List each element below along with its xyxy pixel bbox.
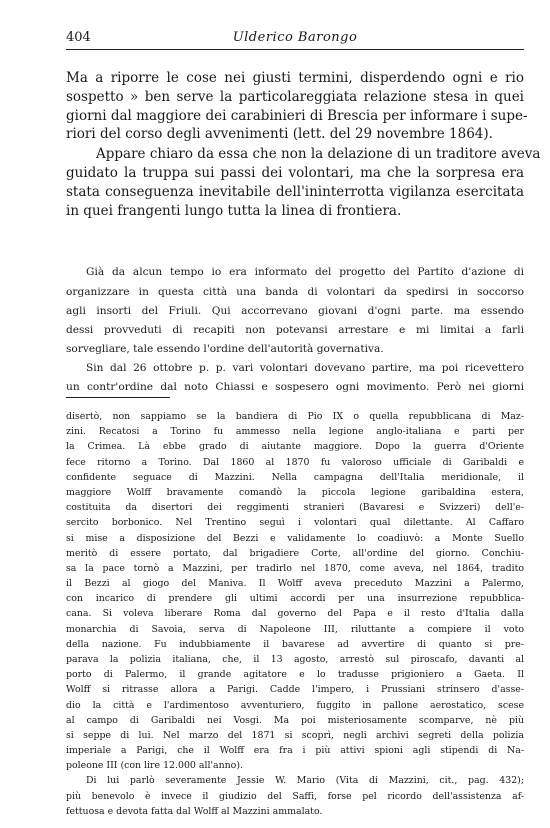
footnote-line: sercito borbonico. Nel Trentino seguì i volontari qual dilettante. Al Caffaro: [66, 517, 524, 529]
footnote-line: disertò, non sappiamo se la bandiera di Pio IX o quella repubblicana di Maz-: [66, 411, 524, 422]
footnote-line: monarchia di Savoia, serva di Napoleone III, riluttante a compiere il voto: [66, 623, 524, 635]
footnote-line: al campo di Garibaldi nei Vosgi. Ma poi misteriosamente scomparve, nè più: [66, 714, 524, 726]
quote-line: Appare chiaro da essa che non la delazione di un traditore aveva: [96, 146, 541, 162]
report-line: Già da alcun tempo io era informato del progetto del Partito d'azione di: [86, 266, 524, 278]
report-line: un contr'ordine dal noto Chiassi e sospesero ogni movimento. Però nei giorni: [66, 381, 524, 393]
footnote-line: porto di Palermo, il grande agitatore e lo tradusse prigioniero a Gaeta. Il: [66, 669, 524, 681]
footnote-line: parava la polizia italiana, che, il 13 agosto, arrestò sul piroscafo, davanti al: [66, 654, 524, 665]
quote-line: in quei frangenti lungo tutta la linea di frontiera.: [66, 203, 402, 219]
footnote-line: più benevolo è invece il giudizio del Saffi, forse pel ricordo dell'assistenza af-: [66, 790, 524, 802]
footnote-line: Di lui parlò severamente Jessie W. Mario (Vita di Mazzini, cit., pag. 432);: [86, 775, 524, 787]
footnote-rule: [66, 397, 170, 398]
footnote-line: della nazione. Fu indubbiamente il bavarese ad avvertire di quanto si pre-: [66, 638, 524, 650]
quote-line: sospetto » ben serve la particolareggiata relazione stesa in quei: [66, 89, 524, 105]
footnote-line: poleone III (con lire 12.000 all'anno).: [66, 760, 243, 772]
footnote-line: imperiale a Parigi, che il Wolff era fra i più attivi spioni agli stipendi di Na-: [66, 745, 524, 757]
running-head: Ulderico Barongo: [232, 30, 358, 45]
footnote-line: meritò di essere portato, dal brigadiere Corte, all'ordine del giorno. Conchiu-: [66, 547, 524, 559]
footnote-line: sa la pace tornò a Mazzini, per tradirlo nel 1870, come aveva, nel 1864, tradito: [66, 562, 524, 574]
footnote-line: si seppe di lui. Nel marzo del 1871 si scoprì, negli archivi segreti della polizia: [66, 729, 524, 741]
report-line: sorvegliare, tale essendo l'ordine dell'autorità governativa.: [66, 343, 384, 355]
quote-line: riori del corso degli avvenimenti (lett. del 29 novembre 1864).: [66, 126, 493, 142]
quote-line: guidato la truppa sui passi dei volontari, ma che la sorpresa era: [66, 165, 524, 181]
page-number: 404: [66, 30, 91, 45]
footnote-line: fettuosa e devota fatta dal Wolff al Mazzini ammalato.: [66, 805, 323, 817]
quote-line: giorni dal maggiore dei carabinieri di Brescia per informare i supe-: [66, 108, 528, 124]
footnote-line: Wolff si ritrasse allora a Parigi. Cadde l'impero, i Prussiani strinsero d'asse-: [66, 684, 524, 696]
footnote-line: cana. Si voleva liberare Roma dal governo del Papa e il resto d'Italia dalla: [66, 608, 524, 620]
footnote-line: si mise a disposizione del Bezzi e validamente lo coadiuvò: a Monte Suello: [66, 532, 524, 544]
report-line: Sin dal 26 ottobre p. p. vari volontari dovevano partire, ma poi ricevettero: [86, 362, 524, 374]
header-rule: [66, 49, 524, 50]
footnote-line: costituita da disertori dei reggimenti stranieri (Bavaresi e Svizzeri) dell'e-: [66, 502, 524, 514]
footnote-line: la Crimea. Là ebbe grado di aiutante maggiore. Dopo la guerra d'Oriente: [66, 441, 524, 453]
footnote-line: il Bezzi al giogo del Maniva. Il Wolff aveva preceduto Mazzini a Palermo,: [66, 578, 524, 589]
footnote-line: maggiore Wolff bravamente comandò la piccola legione garibaldina estera,: [66, 486, 524, 498]
footnote-line: zini. Recatosi a Torino fu ammesso nella legione anglo-italiana e parti per: [66, 426, 524, 438]
report-line: organizzare in questa città una banda di volontari da spedirsi in soccorso: [66, 286, 524, 298]
quote-line: stata conseguenza inevitabile dell'ininterrotta vigilanza esercitata: [66, 184, 524, 200]
footnote-line: con incarico di prendere gli ultimi accordi per una insurrezione repubblica-: [66, 593, 524, 605]
report-line: dessi provveduti di recapiti non potevansi arrestare e mi limitai a farli: [66, 324, 524, 336]
quote-line: Ma a riporre le cose nei giusti termini, disperdendo ogni e rio: [66, 70, 524, 86]
footnote-line: dio la città e l'ardimentoso avventuriero, fuggito in pallone aerostatico, scese: [66, 699, 524, 711]
report-line: agli insorti del Friuli. Qui accorrevano giovani d'ogni parte. ma essendo: [66, 305, 524, 317]
footnote-line: fece ritorno a Torino. Dal 1860 al 1870 fu valoroso ufficiale di Garibaldi e: [66, 456, 524, 468]
footnote-line: confidente seguace di Mazzini. Nella campagna dell'Italia meridionale, il: [66, 471, 524, 483]
page-header: [66, 30, 524, 48]
